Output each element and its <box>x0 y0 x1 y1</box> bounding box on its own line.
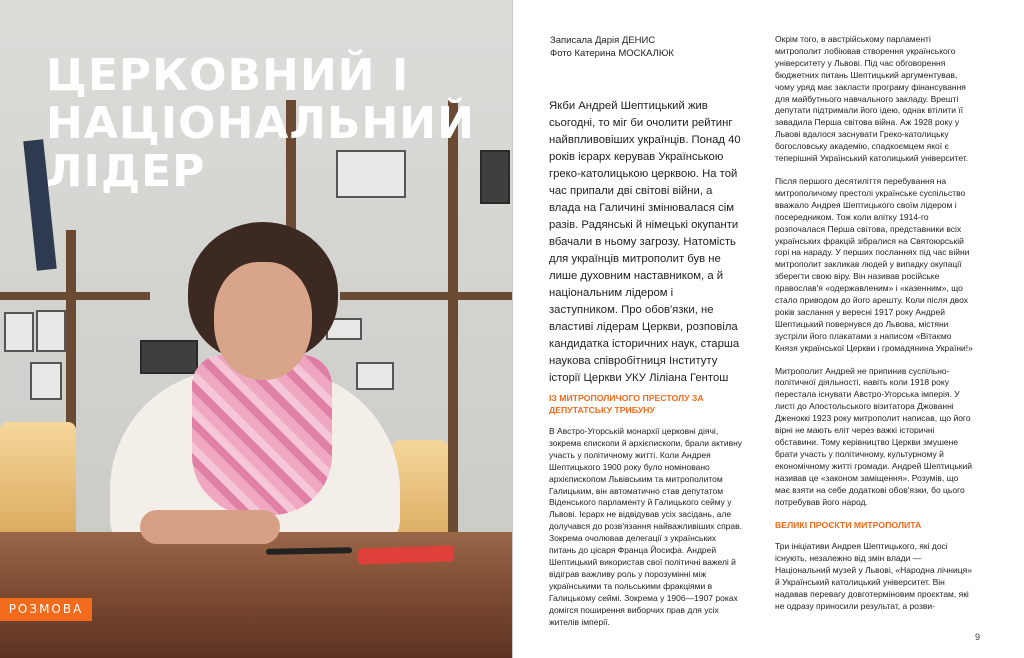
title-line: ЦЕРКОВНИЙ І <box>46 50 410 101</box>
author-credit: Записала Дарія ДЕНИС <box>550 35 656 46</box>
section-badge: РОЗМОВА <box>0 598 92 621</box>
wall-photo <box>356 362 394 390</box>
chair <box>0 422 76 542</box>
text-page <box>512 0 1024 658</box>
title-line: НАЦІОНАЛЬНИЙ <box>46 98 475 149</box>
wall-photo <box>140 340 198 374</box>
body-paragraph: Митрополит Андрей не припинив суспільно-політичної діяльності, навіть коли 1918 року перестала існувати Австро-Угорська імперія. У листі до Апостольського візитатора Джованні Дженоккі 1923 року митрополит написав, що його вірні не мають еліт через важкі історичні обставини. Тому керівництво Церкви змушене брати участь у політичному, культурному й економічному житті громади. Андрей Шептицький називав це «законом заміщення». Розумів, що має взяти на себе додаткові обов'язки, бо цього потребував його народ. <box>775 365 973 507</box>
folded-hands <box>140 510 280 544</box>
page-number: 9 <box>975 632 981 642</box>
body-paragraph: В Австро-Угорській монархії церковні діячі, зокрема єпископи й архієпископи, брали активну участь у політичному житті. Коли Андрея Шептицького 1900 року було номіновано архієпископом Львівським та митрополитом Галицьким, він автоматично став депутатом Віденського парламенту й Галицького сейму у Львові. Ієрарх не відвідував усіх засідань, але долучався до розв'язання найважливіших справ. Зокрема очолював делегації з українських питань до цісаря Франца Йосифа. Андрей Шептицький використав свої політичні важелі й відіграв важливу роль у порозумінні між українськими та польськими фракціями в Галицькому сеймі. Зокрема у 1906—1907 роках домігся поширення виборчих прав для усіх жителів імперії. <box>549 426 743 627</box>
woman-face <box>214 262 312 380</box>
wall-photo <box>30 362 62 400</box>
wooden-cross-beam <box>340 292 512 300</box>
wooden-cross-beam <box>0 292 150 300</box>
wall-photo <box>36 310 66 352</box>
wall-photo <box>480 150 510 204</box>
column-left <box>549 392 745 639</box>
article-title <box>46 52 475 196</box>
red-phone <box>358 545 454 564</box>
title-line: ЛІДЕР <box>46 146 206 197</box>
section-heading: ВЕЛИКІ ПРОЄКТИ МИТРОПОЛИТА <box>775 520 922 531</box>
section-heading: ІЗ МИТРОПОЛИЧОГО ПРЕСТОЛУ ЗА ДЕПУТАТСЬКУ ТРИБУНУ <box>549 393 704 415</box>
column-right <box>775 34 975 624</box>
lead-paragraph: Якби Андрей Шептицький жив сьогодні, то міг би очолити рейтинг найвпливовіших українців. Понад 40 років ієрарх керував Українською греко-католицькою церквою. На той час припали дві світові війни, а влада на Галичині змінювалася сім разів. Радянські й німецькі окупанти вбачали в ньому загрозу. Натомість для українців митрополит був не лише духовним наставником, а й національним лідером і заступником. Про обов'язки, не властиві лідерам Церкви, розповіла кандидатка історичних наук, старша наукова співробітниця Інституту історії Церкви УКУ Ліліана Гентош <box>549 100 741 384</box>
wall-photo <box>4 312 34 352</box>
photo-credit: Фото Катерина МОСКАЛЮК <box>550 48 674 59</box>
body-paragraph: Три ініціативи Андрея Шептицького, які досі існують, незалежно від змін влади — Національний музей у Львові, «Народна лічниця» й Український католицький університет. Він надавав перевагу довготерміновим проєктам, які не одразу приносили результат, а розви- <box>775 541 972 611</box>
body-paragraph: Окрім того, в австрійському парламенті митрополит лобіював створення українського університету у Львові. Під час обговорення бюджетних питань Шептицький аргументував, чому уряд має закласти програму фінансування для майбутнього навчального закладу. Врешті депутати підтримали його ідею, однак втілити її завадила Перша світова війна. Аж 1928 року у Львові вдалося заснувати Греко-католицьку богословську академію, спадкоємцем якої є теперішній Український католицький університет. <box>775 34 969 164</box>
body-paragraph: Після першого десятиліття перебування на митрополичому престолі українське суспільство вважало Андрея Шептицького своїм лідером і посередником. Тож коли влітку 1914-го розпочалася Перша світова, представники всіх українських фракцій зібралися на Святоюрській горі на нараду. У перших посланнях під час війни митрополит закликав людей у випадку окупації зберегти свою віру. Він називав російське православ'я «одержавленим» і «казенним», що стало приводом до його арешту. Коли після двох років заслання у вересні 1917 року Андрей Шептицький повернувся до Львова, містяни зустріли його плакатами з написом «Вітаємо Князя української Церкви і громадянина України!» <box>775 175 973 353</box>
credits <box>550 34 674 60</box>
